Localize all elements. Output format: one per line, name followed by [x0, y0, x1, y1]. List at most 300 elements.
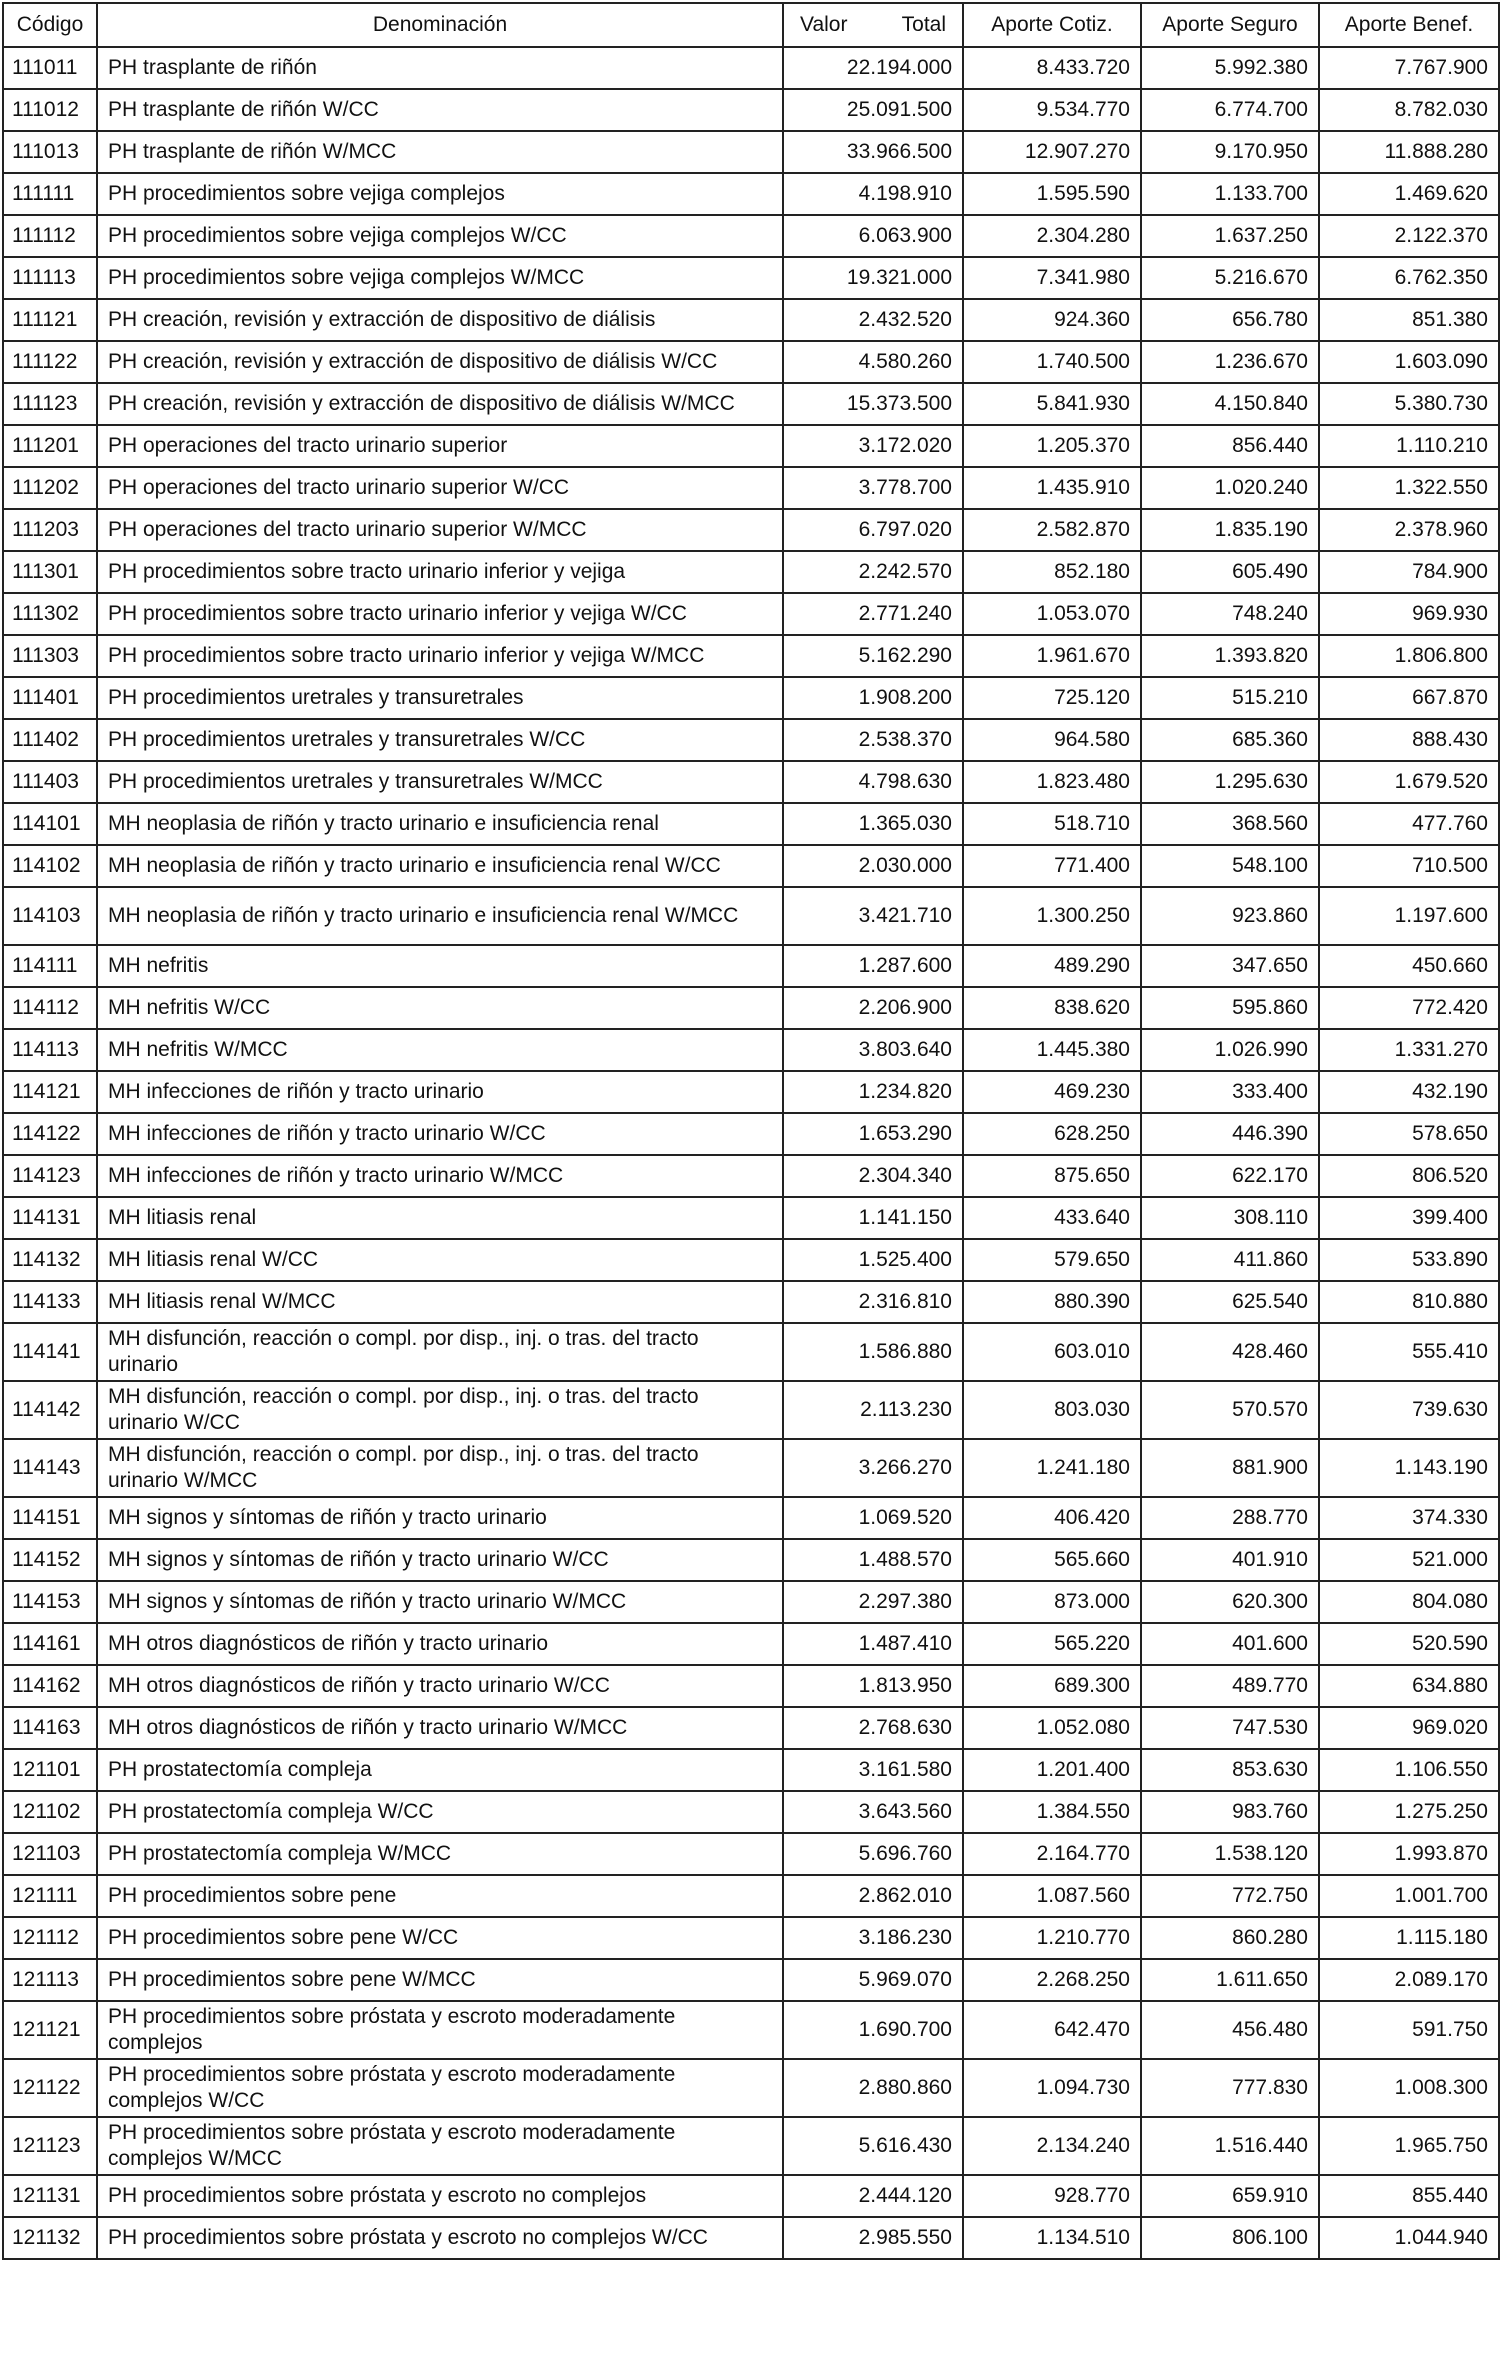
- cell-aporte-benef: 2.122.370: [1319, 215, 1499, 257]
- cell-aporte-benef: 5.380.730: [1319, 383, 1499, 425]
- cell-valor-total: 6.797.020: [783, 509, 963, 551]
- table-row: [3, 1833, 1499, 1875]
- cell-code: 111201: [3, 425, 97, 467]
- cell-valor-total: 1.234.820: [783, 1071, 963, 1113]
- cell-aporte-cotiz: 579.650: [963, 1239, 1141, 1281]
- cell-valor-total: 1.653.290: [783, 1113, 963, 1155]
- cell-aporte-cotiz: 5.841.930: [963, 383, 1141, 425]
- cell-valor-total: 5.969.070: [783, 1959, 963, 2001]
- cell-name: MH neoplasia de riñón y tracto urinario e insuficiencia renal W/MCC: [97, 887, 783, 945]
- cell-aporte-seguro: 659.910: [1141, 2175, 1319, 2217]
- cell-valor-total: 2.297.380: [783, 1581, 963, 1623]
- cell-aporte-benef: 450.660: [1319, 945, 1499, 987]
- cell-valor-total: 1.287.600: [783, 945, 963, 987]
- cell-aporte-cotiz: 771.400: [963, 845, 1141, 887]
- cell-valor-total: 33.966.500: [783, 131, 963, 173]
- cell-aporte-seguro: 1.026.990: [1141, 1029, 1319, 1071]
- cell-aporte-cotiz: 1.201.400: [963, 1749, 1141, 1791]
- cell-aporte-benef: 1.965.750: [1319, 2117, 1499, 2175]
- table-row: [3, 215, 1499, 257]
- table-row: [3, 1623, 1499, 1665]
- cell-aporte-cotiz: 1.445.380: [963, 1029, 1141, 1071]
- cell-aporte-seguro: 401.910: [1141, 1539, 1319, 1581]
- table-row: [3, 1791, 1499, 1833]
- cell-aporte-benef: 1.008.300: [1319, 2059, 1499, 2117]
- cell-code: 114112: [3, 987, 97, 1029]
- cell-code: 111122: [3, 341, 97, 383]
- cell-aporte-cotiz: 964.580: [963, 719, 1141, 761]
- cell-aporte-seguro: 456.480: [1141, 2001, 1319, 2059]
- cell-valor-total: 4.198.910: [783, 173, 963, 215]
- cell-name: PH trasplante de riñón W/MCC: [97, 131, 783, 173]
- cell-aporte-benef: 1.143.190: [1319, 1439, 1499, 1497]
- cell-aporte-seguro: 368.560: [1141, 803, 1319, 845]
- cell-aporte-seguro: 5.992.380: [1141, 47, 1319, 89]
- cell-code: 114103: [3, 887, 97, 945]
- cell-aporte-cotiz: 875.650: [963, 1155, 1141, 1197]
- table-row: [3, 1539, 1499, 1581]
- cell-aporte-seguro: 446.390: [1141, 1113, 1319, 1155]
- cell-code: 114131: [3, 1197, 97, 1239]
- cell-valor-total: 2.985.550: [783, 2217, 963, 2259]
- cell-aporte-benef: 855.440: [1319, 2175, 1499, 2217]
- cell-aporte-benef: 784.900: [1319, 551, 1499, 593]
- cell-aporte-cotiz: 7.341.980: [963, 257, 1141, 299]
- cell-code: 114121: [3, 1071, 97, 1113]
- cell-code: 111301: [3, 551, 97, 593]
- cell-aporte-benef: 521.000: [1319, 1539, 1499, 1581]
- cell-aporte-benef: 851.380: [1319, 299, 1499, 341]
- cell-aporte-seguro: 881.900: [1141, 1439, 1319, 1497]
- cell-aporte-benef: 2.378.960: [1319, 509, 1499, 551]
- cell-name: PH procedimientos sobre tracto urinario inferior y vejiga: [97, 551, 783, 593]
- cell-valor-total: 3.161.580: [783, 1749, 963, 1791]
- cell-aporte-cotiz: 406.420: [963, 1497, 1141, 1539]
- table-row: [3, 987, 1499, 1029]
- cell-aporte-benef: 8.782.030: [1319, 89, 1499, 131]
- cell-aporte-cotiz: 2.164.770: [963, 1833, 1141, 1875]
- cell-name: PH creación, revisión y extracción de dispositivo de diálisis W/CC: [97, 341, 783, 383]
- cell-aporte-benef: 555.410: [1319, 1323, 1499, 1381]
- cell-valor-total: 4.580.260: [783, 341, 963, 383]
- cell-code: 111012: [3, 89, 97, 131]
- cell-code: 114161: [3, 1623, 97, 1665]
- table-row: [3, 2001, 1499, 2059]
- cell-aporte-cotiz: 1.300.250: [963, 887, 1141, 945]
- cell-name: PH creación, revisión y extracción de dispositivo de diálisis W/MCC: [97, 383, 783, 425]
- cell-aporte-cotiz: 2.268.250: [963, 1959, 1141, 2001]
- cell-aporte-cotiz: 603.010: [963, 1323, 1141, 1381]
- cell-aporte-cotiz: 1.210.770: [963, 1917, 1141, 1959]
- cell-valor-total: 3.803.640: [783, 1029, 963, 1071]
- cell-name: PH procedimientos uretrales y transuretrales W/MCC: [97, 761, 783, 803]
- table-row: [3, 845, 1499, 887]
- cell-name: PH prostatectomía compleja W/MCC: [97, 1833, 783, 1875]
- cell-aporte-seguro: 4.150.840: [1141, 383, 1319, 425]
- cell-valor-total: 3.643.560: [783, 1791, 963, 1833]
- cell-name: PH prostatectomía compleja: [97, 1749, 783, 1791]
- cell-aporte-seguro: 748.240: [1141, 593, 1319, 635]
- cell-code: 114133: [3, 1281, 97, 1323]
- table-row: [3, 1959, 1499, 2001]
- table-row: [3, 1439, 1499, 1497]
- cell-name: PH trasplante de riñón W/CC: [97, 89, 783, 131]
- table-row: [3, 945, 1499, 987]
- table-row: [3, 341, 1499, 383]
- cell-aporte-benef: 739.630: [1319, 1381, 1499, 1439]
- cell-name: PH procedimientos sobre próstata y escroto no complejos W/CC: [97, 2217, 783, 2259]
- cell-aporte-cotiz: 1.053.070: [963, 593, 1141, 635]
- cell-name: MH litiasis renal W/MCC: [97, 1281, 783, 1323]
- cell-valor-total: 5.616.430: [783, 2117, 963, 2175]
- cell-aporte-benef: 374.330: [1319, 1497, 1499, 1539]
- cell-aporte-benef: 477.760: [1319, 803, 1499, 845]
- cell-name: MH signos y síntomas de riñón y tracto urinario W/CC: [97, 1539, 783, 1581]
- cell-aporte-cotiz: 489.290: [963, 945, 1141, 987]
- cell-code: 121131: [3, 2175, 97, 2217]
- cell-aporte-seguro: 489.770: [1141, 1665, 1319, 1707]
- cell-name: MH litiasis renal: [97, 1197, 783, 1239]
- cell-valor-total: 2.113.230: [783, 1381, 963, 1439]
- cell-aporte-seguro: 6.774.700: [1141, 89, 1319, 131]
- cell-aporte-benef: 432.190: [1319, 1071, 1499, 1113]
- cell-aporte-benef: 578.650: [1319, 1113, 1499, 1155]
- cell-aporte-benef: 399.400: [1319, 1197, 1499, 1239]
- cell-name: MH signos y síntomas de riñón y tracto urinario W/MCC: [97, 1581, 783, 1623]
- table-header-row: [3, 3, 1499, 47]
- table-row: [3, 257, 1499, 299]
- cell-aporte-cotiz: 12.907.270: [963, 131, 1141, 173]
- cell-aporte-cotiz: 1.384.550: [963, 1791, 1141, 1833]
- cell-aporte-cotiz: 1.205.370: [963, 425, 1141, 467]
- cell-code: 114142: [3, 1381, 97, 1439]
- cell-aporte-benef: 969.020: [1319, 1707, 1499, 1749]
- cell-code: 114152: [3, 1539, 97, 1581]
- cell-aporte-seguro: 515.210: [1141, 677, 1319, 719]
- cell-aporte-benef: 1.993.870: [1319, 1833, 1499, 1875]
- table-row: [3, 1155, 1499, 1197]
- table-row: [3, 1665, 1499, 1707]
- cell-name: MH nefritis W/MCC: [97, 1029, 783, 1071]
- header-total-label: Total: [901, 13, 946, 36]
- cell-aporte-benef: 804.080: [1319, 1581, 1499, 1623]
- cell-aporte-benef: 520.590: [1319, 1623, 1499, 1665]
- cell-aporte-benef: 810.880: [1319, 1281, 1499, 1323]
- cell-code: 114102: [3, 845, 97, 887]
- cell-name: MH signos y síntomas de riñón y tracto urinario: [97, 1497, 783, 1539]
- cell-code: 111123: [3, 383, 97, 425]
- cell-aporte-seguro: 605.490: [1141, 551, 1319, 593]
- cell-aporte-seguro: 1.133.700: [1141, 173, 1319, 215]
- cell-valor-total: 1.487.410: [783, 1623, 963, 1665]
- cell-code: 114151: [3, 1497, 97, 1539]
- table-row: [3, 803, 1499, 845]
- cell-aporte-seguro: 1.611.650: [1141, 1959, 1319, 2001]
- cell-aporte-benef: 806.520: [1319, 1155, 1499, 1197]
- cell-code: 114123: [3, 1155, 97, 1197]
- cell-name: PH procedimientos uretrales y transuretrales W/CC: [97, 719, 783, 761]
- cell-aporte-seguro: 983.760: [1141, 1791, 1319, 1833]
- cell-aporte-cotiz: 1.961.670: [963, 635, 1141, 677]
- table-row: [3, 1581, 1499, 1623]
- cell-valor-total: 4.798.630: [783, 761, 963, 803]
- table-row: [3, 467, 1499, 509]
- cell-valor-total: 2.316.810: [783, 1281, 963, 1323]
- cell-aporte-seguro: 428.460: [1141, 1323, 1319, 1381]
- cell-code: 114101: [3, 803, 97, 845]
- table-row: [3, 1323, 1499, 1381]
- cell-valor-total: 2.771.240: [783, 593, 963, 635]
- cell-aporte-benef: 1.603.090: [1319, 341, 1499, 383]
- cell-aporte-cotiz: 1.823.480: [963, 761, 1141, 803]
- cell-aporte-benef: 969.930: [1319, 593, 1499, 635]
- cell-aporte-cotiz: 1.052.080: [963, 1707, 1141, 1749]
- cell-aporte-cotiz: 565.660: [963, 1539, 1141, 1581]
- table-row: [3, 2175, 1499, 2217]
- cell-code: 111302: [3, 593, 97, 635]
- cell-name: MH infecciones de riñón y tracto urinario: [97, 1071, 783, 1113]
- cell-aporte-seguro: 1.516.440: [1141, 2117, 1319, 2175]
- cell-name: PH creación, revisión y extracción de dispositivo de diálisis: [97, 299, 783, 341]
- tariff-table: [2, 2, 1500, 2260]
- cell-aporte-seguro: 853.630: [1141, 1749, 1319, 1791]
- cell-code: 111121: [3, 299, 97, 341]
- cell-code: 121112: [3, 1917, 97, 1959]
- cell-aporte-cotiz: 924.360: [963, 299, 1141, 341]
- cell-valor-total: 1.690.700: [783, 2001, 963, 2059]
- table-row: [3, 2217, 1499, 2259]
- table-row: [3, 551, 1499, 593]
- cell-name: MH otros diagnósticos de riñón y tracto urinario: [97, 1623, 783, 1665]
- cell-aporte-cotiz: 725.120: [963, 677, 1141, 719]
- table-row: [3, 761, 1499, 803]
- cell-aporte-seguro: 620.300: [1141, 1581, 1319, 1623]
- cell-code: 114111: [3, 945, 97, 987]
- cell-aporte-benef: 1.331.270: [1319, 1029, 1499, 1071]
- table-row: [3, 89, 1499, 131]
- cell-aporte-seguro: 777.830: [1141, 2059, 1319, 2117]
- cell-aporte-seguro: 1.538.120: [1141, 1833, 1319, 1875]
- cell-valor-total: 1.586.880: [783, 1323, 963, 1381]
- cell-valor-total: 1.908.200: [783, 677, 963, 719]
- cell-aporte-benef: 888.430: [1319, 719, 1499, 761]
- cell-aporte-cotiz: 642.470: [963, 2001, 1141, 2059]
- cell-name: MH litiasis renal W/CC: [97, 1239, 783, 1281]
- table-row: [3, 1497, 1499, 1539]
- cell-name: MH neoplasia de riñón y tracto urinario e insuficiencia renal W/CC: [97, 845, 783, 887]
- cell-valor-total: 2.768.630: [783, 1707, 963, 1749]
- table-row: [3, 383, 1499, 425]
- cell-aporte-seguro: 347.650: [1141, 945, 1319, 987]
- cell-aporte-seguro: 5.216.670: [1141, 257, 1319, 299]
- cell-aporte-benef: 772.420: [1319, 987, 1499, 1029]
- cell-aporte-seguro: 772.750: [1141, 1875, 1319, 1917]
- cell-aporte-benef: 2.089.170: [1319, 1959, 1499, 2001]
- cell-aporte-benef: 710.500: [1319, 845, 1499, 887]
- cell-valor-total: 1.488.570: [783, 1539, 963, 1581]
- cell-valor-total: 2.862.010: [783, 1875, 963, 1917]
- cell-valor-total: 25.091.500: [783, 89, 963, 131]
- cell-aporte-seguro: 1.295.630: [1141, 761, 1319, 803]
- table-row: [3, 1071, 1499, 1113]
- cell-aporte-cotiz: 2.582.870: [963, 509, 1141, 551]
- cell-code: 114143: [3, 1439, 97, 1497]
- cell-aporte-benef: 1.115.180: [1319, 1917, 1499, 1959]
- table-body: [3, 47, 1499, 2259]
- cell-aporte-cotiz: 469.230: [963, 1071, 1141, 1113]
- table-row: [3, 1029, 1499, 1071]
- cell-code: 111203: [3, 509, 97, 551]
- cell-code: 114113: [3, 1029, 97, 1071]
- cell-aporte-seguro: 1.393.820: [1141, 635, 1319, 677]
- table-row: [3, 131, 1499, 173]
- cell-name: PH procedimientos sobre próstata y escroto moderadamente complejos: [97, 2001, 783, 2059]
- cell-name: PH operaciones del tracto urinario superior W/CC: [97, 467, 783, 509]
- cell-valor-total: 3.778.700: [783, 467, 963, 509]
- cell-valor-total: 2.304.340: [783, 1155, 963, 1197]
- cell-aporte-cotiz: 880.390: [963, 1281, 1141, 1323]
- table-row: [3, 1239, 1499, 1281]
- cell-code: 114132: [3, 1239, 97, 1281]
- cell-aporte-seguro: 685.360: [1141, 719, 1319, 761]
- cell-valor-total: 3.172.020: [783, 425, 963, 467]
- cell-aporte-cotiz: 852.180: [963, 551, 1141, 593]
- cell-aporte-benef: 634.880: [1319, 1665, 1499, 1707]
- cell-name: PH procedimientos sobre vejiga complejos W/CC: [97, 215, 783, 257]
- cell-code: 111011: [3, 47, 97, 89]
- cell-valor-total: 2.206.900: [783, 987, 963, 1029]
- cell-valor-total: 1.141.150: [783, 1197, 963, 1239]
- cell-name: PH procedimientos sobre pene: [97, 1875, 783, 1917]
- cell-name: MH disfunción, reacción o compl. por disp., inj. o tras. del tracto urinario: [97, 1323, 783, 1381]
- cell-name: PH procedimientos sobre próstata y escroto moderadamente complejos W/CC: [97, 2059, 783, 2117]
- cell-valor-total: 2.880.860: [783, 2059, 963, 2117]
- cell-name: PH procedimientos sobre tracto urinario inferior y vejiga W/MCC: [97, 635, 783, 677]
- cell-valor-total: 3.186.230: [783, 1917, 963, 1959]
- cell-aporte-benef: 1.275.250: [1319, 1791, 1499, 1833]
- cell-aporte-benef: 533.890: [1319, 1239, 1499, 1281]
- cell-aporte-benef: 6.762.350: [1319, 257, 1499, 299]
- cell-valor-total: 5.162.290: [783, 635, 963, 677]
- header-name: Denominación: [97, 3, 783, 47]
- cell-code: 121113: [3, 1959, 97, 2001]
- cell-aporte-seguro: 401.600: [1141, 1623, 1319, 1665]
- cell-code: 114163: [3, 1707, 97, 1749]
- cell-code: 121111: [3, 1875, 97, 1917]
- cell-aporte-benef: 1.469.620: [1319, 173, 1499, 215]
- cell-aporte-cotiz: 1.595.590: [963, 173, 1141, 215]
- cell-valor-total: 1.069.520: [783, 1497, 963, 1539]
- table-row: [3, 1197, 1499, 1239]
- cell-name: MH infecciones de riñón y tracto urinario W/MCC: [97, 1155, 783, 1197]
- header-aporte-benef: Aporte Benef.: [1319, 3, 1499, 47]
- cell-aporte-cotiz: 1.241.180: [963, 1439, 1141, 1497]
- cell-aporte-benef: 1.197.600: [1319, 887, 1499, 945]
- cell-aporte-seguro: 333.400: [1141, 1071, 1319, 1113]
- cell-aporte-cotiz: 1.094.730: [963, 2059, 1141, 2117]
- table-row: [3, 1281, 1499, 1323]
- cell-name: PH procedimientos sobre vejiga complejos W/MCC: [97, 257, 783, 299]
- cell-aporte-seguro: 548.100: [1141, 845, 1319, 887]
- cell-code: 114162: [3, 1665, 97, 1707]
- cell-name: MH infecciones de riñón y tracto urinario W/CC: [97, 1113, 783, 1155]
- table-row: [3, 719, 1499, 761]
- cell-aporte-seguro: 1.020.240: [1141, 467, 1319, 509]
- cell-aporte-benef: 7.767.900: [1319, 47, 1499, 89]
- cell-aporte-seguro: 308.110: [1141, 1197, 1319, 1239]
- cell-name: PH trasplante de riñón: [97, 47, 783, 89]
- cell-code: 111202: [3, 467, 97, 509]
- cell-aporte-benef: 1.044.940: [1319, 2217, 1499, 2259]
- cell-aporte-cotiz: 433.640: [963, 1197, 1141, 1239]
- cell-aporte-cotiz: 2.304.280: [963, 215, 1141, 257]
- cell-name: MH nefritis: [97, 945, 783, 987]
- cell-code: 121132: [3, 2217, 97, 2259]
- cell-aporte-seguro: 747.530: [1141, 1707, 1319, 1749]
- cell-valor-total: 15.373.500: [783, 383, 963, 425]
- cell-aporte-seguro: 856.440: [1141, 425, 1319, 467]
- cell-code: 114141: [3, 1323, 97, 1381]
- cell-valor-total: 2.030.000: [783, 845, 963, 887]
- cell-aporte-cotiz: 1.134.510: [963, 2217, 1141, 2259]
- cell-aporte-cotiz: 873.000: [963, 1581, 1141, 1623]
- cell-valor-total: 1.813.950: [783, 1665, 963, 1707]
- cell-code: 121101: [3, 1749, 97, 1791]
- cell-valor-total: 2.538.370: [783, 719, 963, 761]
- cell-aporte-benef: 591.750: [1319, 2001, 1499, 2059]
- cell-aporte-cotiz: 1.435.910: [963, 467, 1141, 509]
- cell-valor-total: 22.194.000: [783, 47, 963, 89]
- cell-code: 121123: [3, 2117, 97, 2175]
- table-row: [3, 1749, 1499, 1791]
- cell-code: 111303: [3, 635, 97, 677]
- cell-aporte-seguro: 1.835.190: [1141, 509, 1319, 551]
- cell-aporte-cotiz: 2.134.240: [963, 2117, 1141, 2175]
- cell-code: 121122: [3, 2059, 97, 2117]
- cell-name: PH procedimientos uretrales y transuretrales: [97, 677, 783, 719]
- table-row: [3, 47, 1499, 89]
- cell-aporte-seguro: 860.280: [1141, 1917, 1319, 1959]
- table-row: [3, 2059, 1499, 2117]
- cell-valor-total: 19.321.000: [783, 257, 963, 299]
- cell-aporte-cotiz: 1.087.560: [963, 1875, 1141, 1917]
- header-aporte-seguro: Aporte Seguro: [1141, 3, 1319, 47]
- cell-aporte-cotiz: 9.534.770: [963, 89, 1141, 131]
- cell-aporte-benef: 1.110.210: [1319, 425, 1499, 467]
- table-row: [3, 887, 1499, 945]
- cell-code: 121103: [3, 1833, 97, 1875]
- cell-code: 114122: [3, 1113, 97, 1155]
- cell-name: MH otros diagnósticos de riñón y tracto urinario W/MCC: [97, 1707, 783, 1749]
- cell-valor-total: 3.421.710: [783, 887, 963, 945]
- cell-code: 111112: [3, 215, 97, 257]
- cell-aporte-cotiz: 8.433.720: [963, 47, 1141, 89]
- cell-aporte-seguro: 806.100: [1141, 2217, 1319, 2259]
- cell-valor-total: 1.525.400: [783, 1239, 963, 1281]
- cell-code: 111403: [3, 761, 97, 803]
- cell-aporte-seguro: 288.770: [1141, 1497, 1319, 1539]
- cell-aporte-seguro: 9.170.950: [1141, 131, 1319, 173]
- table-row: [3, 1917, 1499, 1959]
- cell-name: PH procedimientos sobre tracto urinario inferior y vejiga W/CC: [97, 593, 783, 635]
- cell-valor-total: 6.063.900: [783, 215, 963, 257]
- cell-code: 111401: [3, 677, 97, 719]
- cell-name: PH operaciones del tracto urinario superior: [97, 425, 783, 467]
- cell-aporte-cotiz: 628.250: [963, 1113, 1141, 1155]
- table-row: [3, 677, 1499, 719]
- cell-aporte-cotiz: 1.740.500: [963, 341, 1141, 383]
- cell-aporte-cotiz: 838.620: [963, 987, 1141, 1029]
